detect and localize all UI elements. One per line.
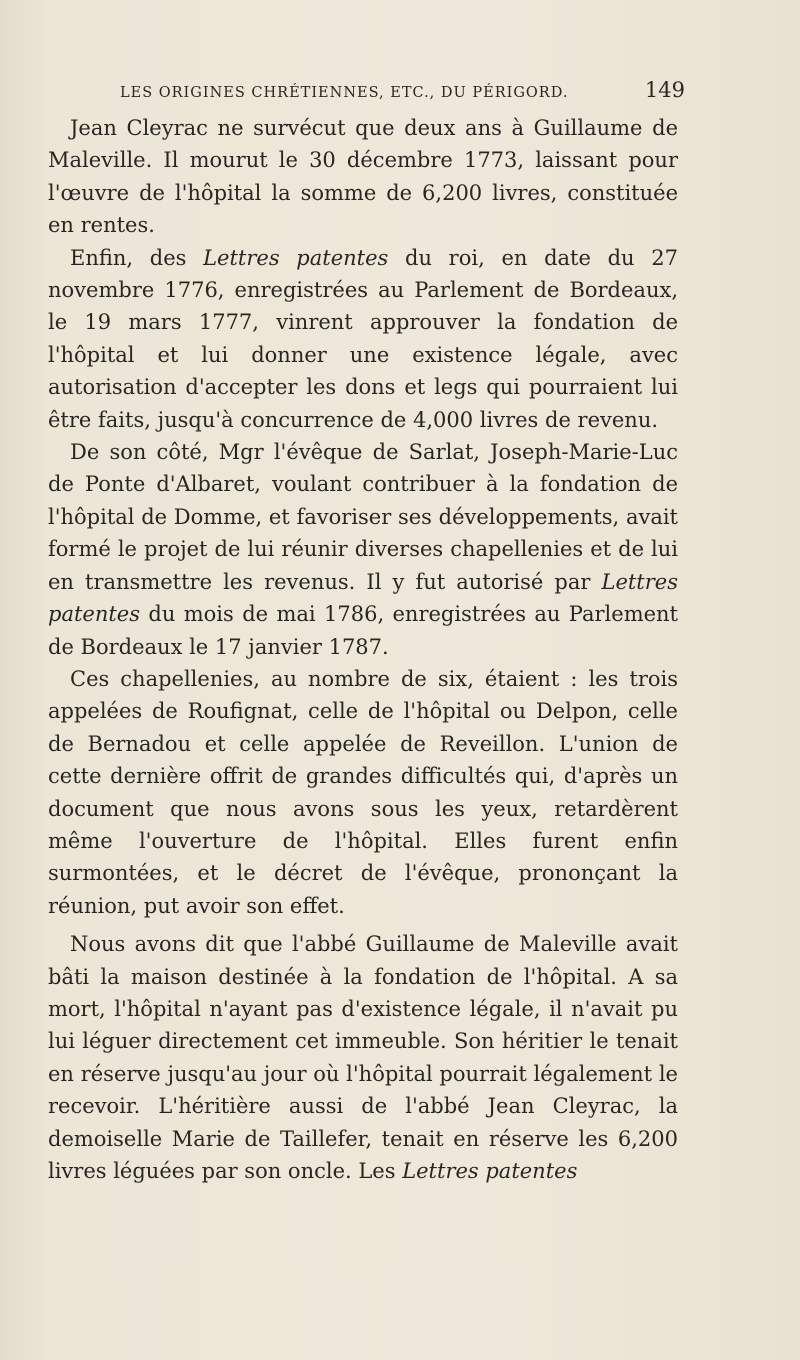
italic-title: Lettres patentes [203,245,389,270]
page-header [120,78,685,102]
text-segment: Ces chapellenies, au nombre de six, étaient : les trois appelées de Roufignat, celle de l'hôpital ou Delpon, celle de Bernadou et celle appelée de Reveillon. L'union de cette dernière offrit de grandes difficultés qui, d'après un document que nous avons sous les yeux, retardèrent même l'ouverture de l'hôpital. Elles furent enfin surmontées, et le décret de l'évêque, prononçant la réunion, put avoir son effet. [48,666,678,918]
page-number: 149 [644,78,685,102]
text-segment: Enfin, des [70,245,204,270]
paragraph-5 [48,928,678,1187]
text-segment: du mois de mai 1786, enregistrées au Parlement de Bordeaux le 17 janvier 1787. [48,602,678,659]
text-segment: Nous avons dit que l'abbé Guillaume de Maleville avait bâti la maison destinée à la fondation de l'hôpital. A sa mort, l'hôpital n'ayant pas d'existence légale, il n'avait pu lui léguer directement cet immeuble. Son héritier le tenait en réserve jusqu'au jour où l'hôpital pourrait légalement le recevoir. L'héritière aussi de l'abbé Jean Cleyrac, la demoiselle Marie de Taillefer, tenait en réserve les 6,200 livres léguées par son oncle. Les [48,932,678,1183]
text-segment: du roi, en date du 27 novembre 1776, enregistrées au Parlement de Bordeaux, le 19 mars 1777, vinrent approuver la fondation de l'hôpital et lui donner une existence légale, avec autorisation d'accepter les dons et legs qui pourraient lui être faits, jusqu'à concurrence de 4,000 livres de revenu. [48,245,679,432]
italic-title: Lettres patentes [48,569,678,627]
text-segment: Jean Cleyrac ne survécut que deux ans à Guillaume de Maleville. Il mourut le 30 décembre 1773, laissant pour l'œuvre de l'hôpital la somme de 6,200 livres, constituée en rentes. [48,116,678,238]
running-title: LES ORIGINES CHRÉTIENNES, ETC., DU PÉRIGORD. [120,85,569,101]
paragraph-1 [48,112,678,242]
italic-title: Lettres patentes [402,1159,578,1183]
paragraph-4 [48,663,678,922]
paragraph-3 [48,436,678,663]
text-segment: De son côté, Mgr l'évêque de Sarlat, Joseph-Marie-Luc de Ponte d'Albaret, voulant contribuer à la fondation de l'hôpital de Domme, et favoriser ses développements, avait formé le projet de lui réunir diverses chapellenies et de lui en transmettre les revenus. Il y fut autorisé par [48,440,678,594]
paragraph-2 [48,242,678,436]
body-text [48,112,678,1187]
